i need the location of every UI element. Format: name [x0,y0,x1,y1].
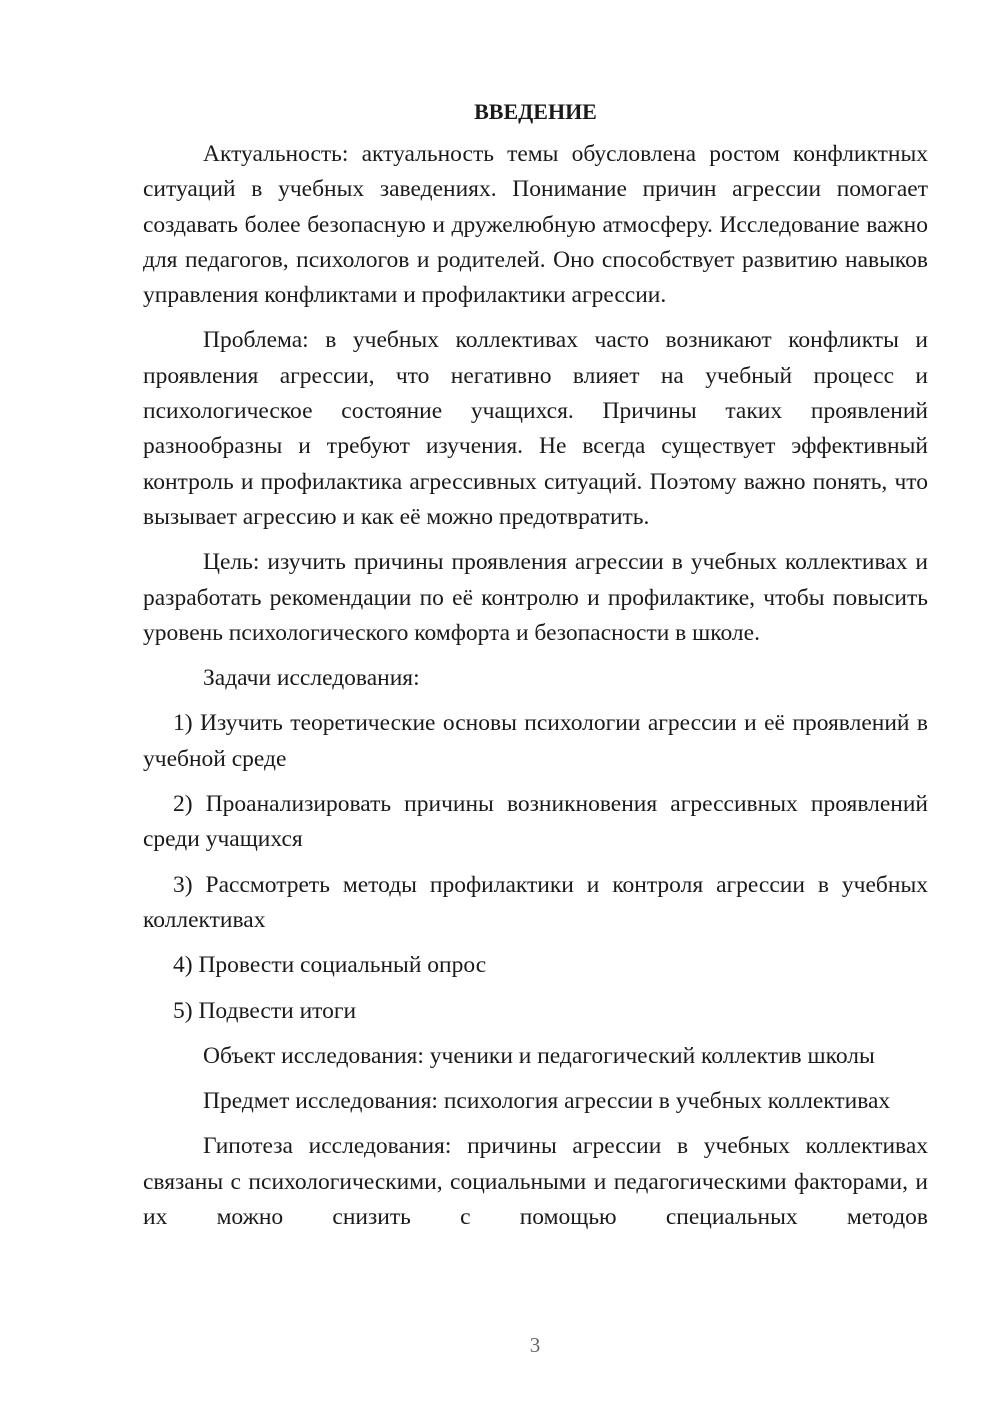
tasks-title: Задачи исследования: [203,665,420,692]
task-item-5: 5) Подвести итоги [173,997,357,1024]
page-number: 3 [529,1333,541,1357]
task-item-2: 2) Проанализировать причины возникновения агрессивных проявлений среди учащихся [143,791,928,853]
problem-paragraph: Проблема: в учебных коллективах часто возникают конфликты и проявления агрессии, что негативно влияет на учебный процесс и психологическое состояние учащихся. Причины таких проявлений разнообразны и требуют изучения. Не всегда существует эффективный контроль и профилактика агрессивных ситуаций. Поэтому важно понять, что вызывает агрессию и как её можно предотвратить. [143,327,928,530]
task-item-4: 4) Провести социальный опрос [173,952,487,979]
actuality-paragraph: Актуальность: актуальность темы обусловлена ростом конфликтных ситуаций в учебных заведениях. Понимание причин агрессии помогает создавать более безопасную и дружелюбную атмосферу. Исследование важно для педагогов, психологов и родителей. Оно способствует развитию навыков управления конфликтами и профилактики агрессии. [143,141,928,309]
task-item-1: 1) Изучить теоретические основы психологии агрессии и её проявлений в учебной среде [143,710,928,772]
goal-paragraph: Цель: изучить причины проявления агрессии в учебных коллективах и разработать рекомендации по её контролю и профилактике, чтобы повысить уровень психологического комфорта и безопасности в школе. [143,549,928,646]
page-content [143,94,928,1245]
section-heading: ВВЕДЕНИЕ [474,99,597,124]
object-paragraph: Объект исследования: ученики и педагогический коллектив школы [203,1042,875,1069]
hypothesis-paragraph: Гипотеза исследования: причины агрессии в учебных коллективах связаны с психологическими, социальными и педагогическими факторами, и их можно снизить с помощью специальных методов [143,1133,928,1231]
subject-paragraph: Предмет исследования: психология агрессии в учебных коллективах [203,1088,891,1115]
task-item-3: 3) Рассмотреть методы профилактики и контроля агрессии в учебных коллективах [143,871,928,933]
